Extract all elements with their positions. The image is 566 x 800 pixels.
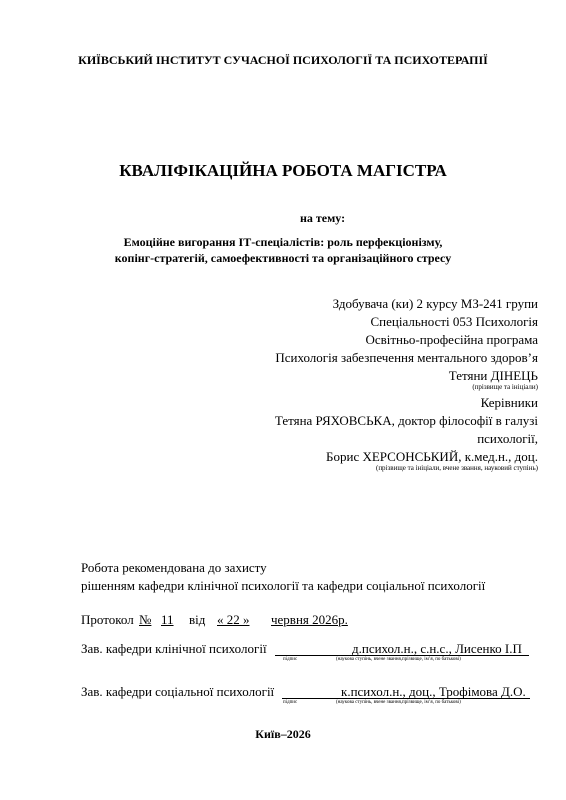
student-name: Тетяни ДІНЕЦЬ	[448, 368, 538, 383]
student-specialty: Спеціальності 053 Психологія	[370, 314, 538, 329]
supervisor-2: Борис ХЕРСОНСЬКИЙ, к.мед.н., доц.	[326, 449, 538, 464]
head-social-name-caption: (наукова ступінь, вчене звання,прізвище, ім’я, по батькові)	[336, 700, 461, 705]
supervisor-1-field: психології,	[477, 431, 538, 446]
protocol-day: « 22 »	[217, 612, 250, 627]
head-social-sign-caption: підпис	[283, 700, 298, 705]
student-program-label: Освітньо-професійна програма	[365, 332, 538, 347]
head-social-label: Зав. кафедри соціальної психології	[81, 684, 275, 699]
protocol-number: 11	[161, 612, 174, 627]
supervisors-label: Керівники	[480, 395, 538, 410]
topic-label: на тему:	[300, 211, 346, 225]
supervisors-caption: (прізвище та ініціали, вчене звання, науковий ступінь)	[375, 464, 538, 472]
head-social-name: к.психол.н., доц., Трофімова Д.О.	[341, 684, 526, 699]
protocol-label: Протокол	[81, 612, 134, 627]
recommendation-line-2: рішенням кафедри клінічної психології та кафедри соціальної психології	[81, 578, 486, 593]
student-program: Психологія забезпечення ментального здоров’я	[275, 350, 538, 365]
work-title: КВАЛІФІКАЦІЙНА РОБОТА МАГІСТРА	[119, 161, 447, 180]
topic-line-2: копінг-стратегій, самоефективності та організаційного стресу	[114, 251, 452, 265]
recommendation-line-1: Робота рекомендована до захисту	[81, 560, 267, 575]
topic-line-1: Емоційне вигорання ІТ-спеціалістів: роль перфекціонізму,	[123, 235, 443, 249]
institute-name: КИЇВСЬКИЙ ІНСТИТУТ СУЧАСНОЇ ПСИХОЛОГІЇ ТА ПСИХОТЕРАПІЇ	[78, 53, 488, 67]
supervisor-1: Тетяна РЯХОВСЬКА, доктор філософії в галузі	[274, 413, 538, 428]
city-year: Київ–2026	[255, 727, 311, 741]
head-clinical-label: Зав. кафедри клінічної психології	[81, 641, 267, 656]
student-name-caption: (прізвище та ініціали)	[472, 383, 538, 391]
student-course: Здобувача (ки) 2 курсу МЗ-241 групи	[332, 296, 538, 311]
protocol-from: від	[189, 612, 206, 627]
head-clinical-name-caption: (наукова ступінь, вчене звання,прізвище, ім’я, по батькові)	[336, 657, 461, 662]
protocol-no-sign: №	[139, 612, 152, 627]
head-clinical-sign-caption: підпис	[283, 657, 298, 662]
head-clinical-name: д.психол.н., с.н.с., Лисенко І.П	[352, 641, 522, 656]
protocol-month-year: червня 2026р.	[271, 612, 348, 627]
